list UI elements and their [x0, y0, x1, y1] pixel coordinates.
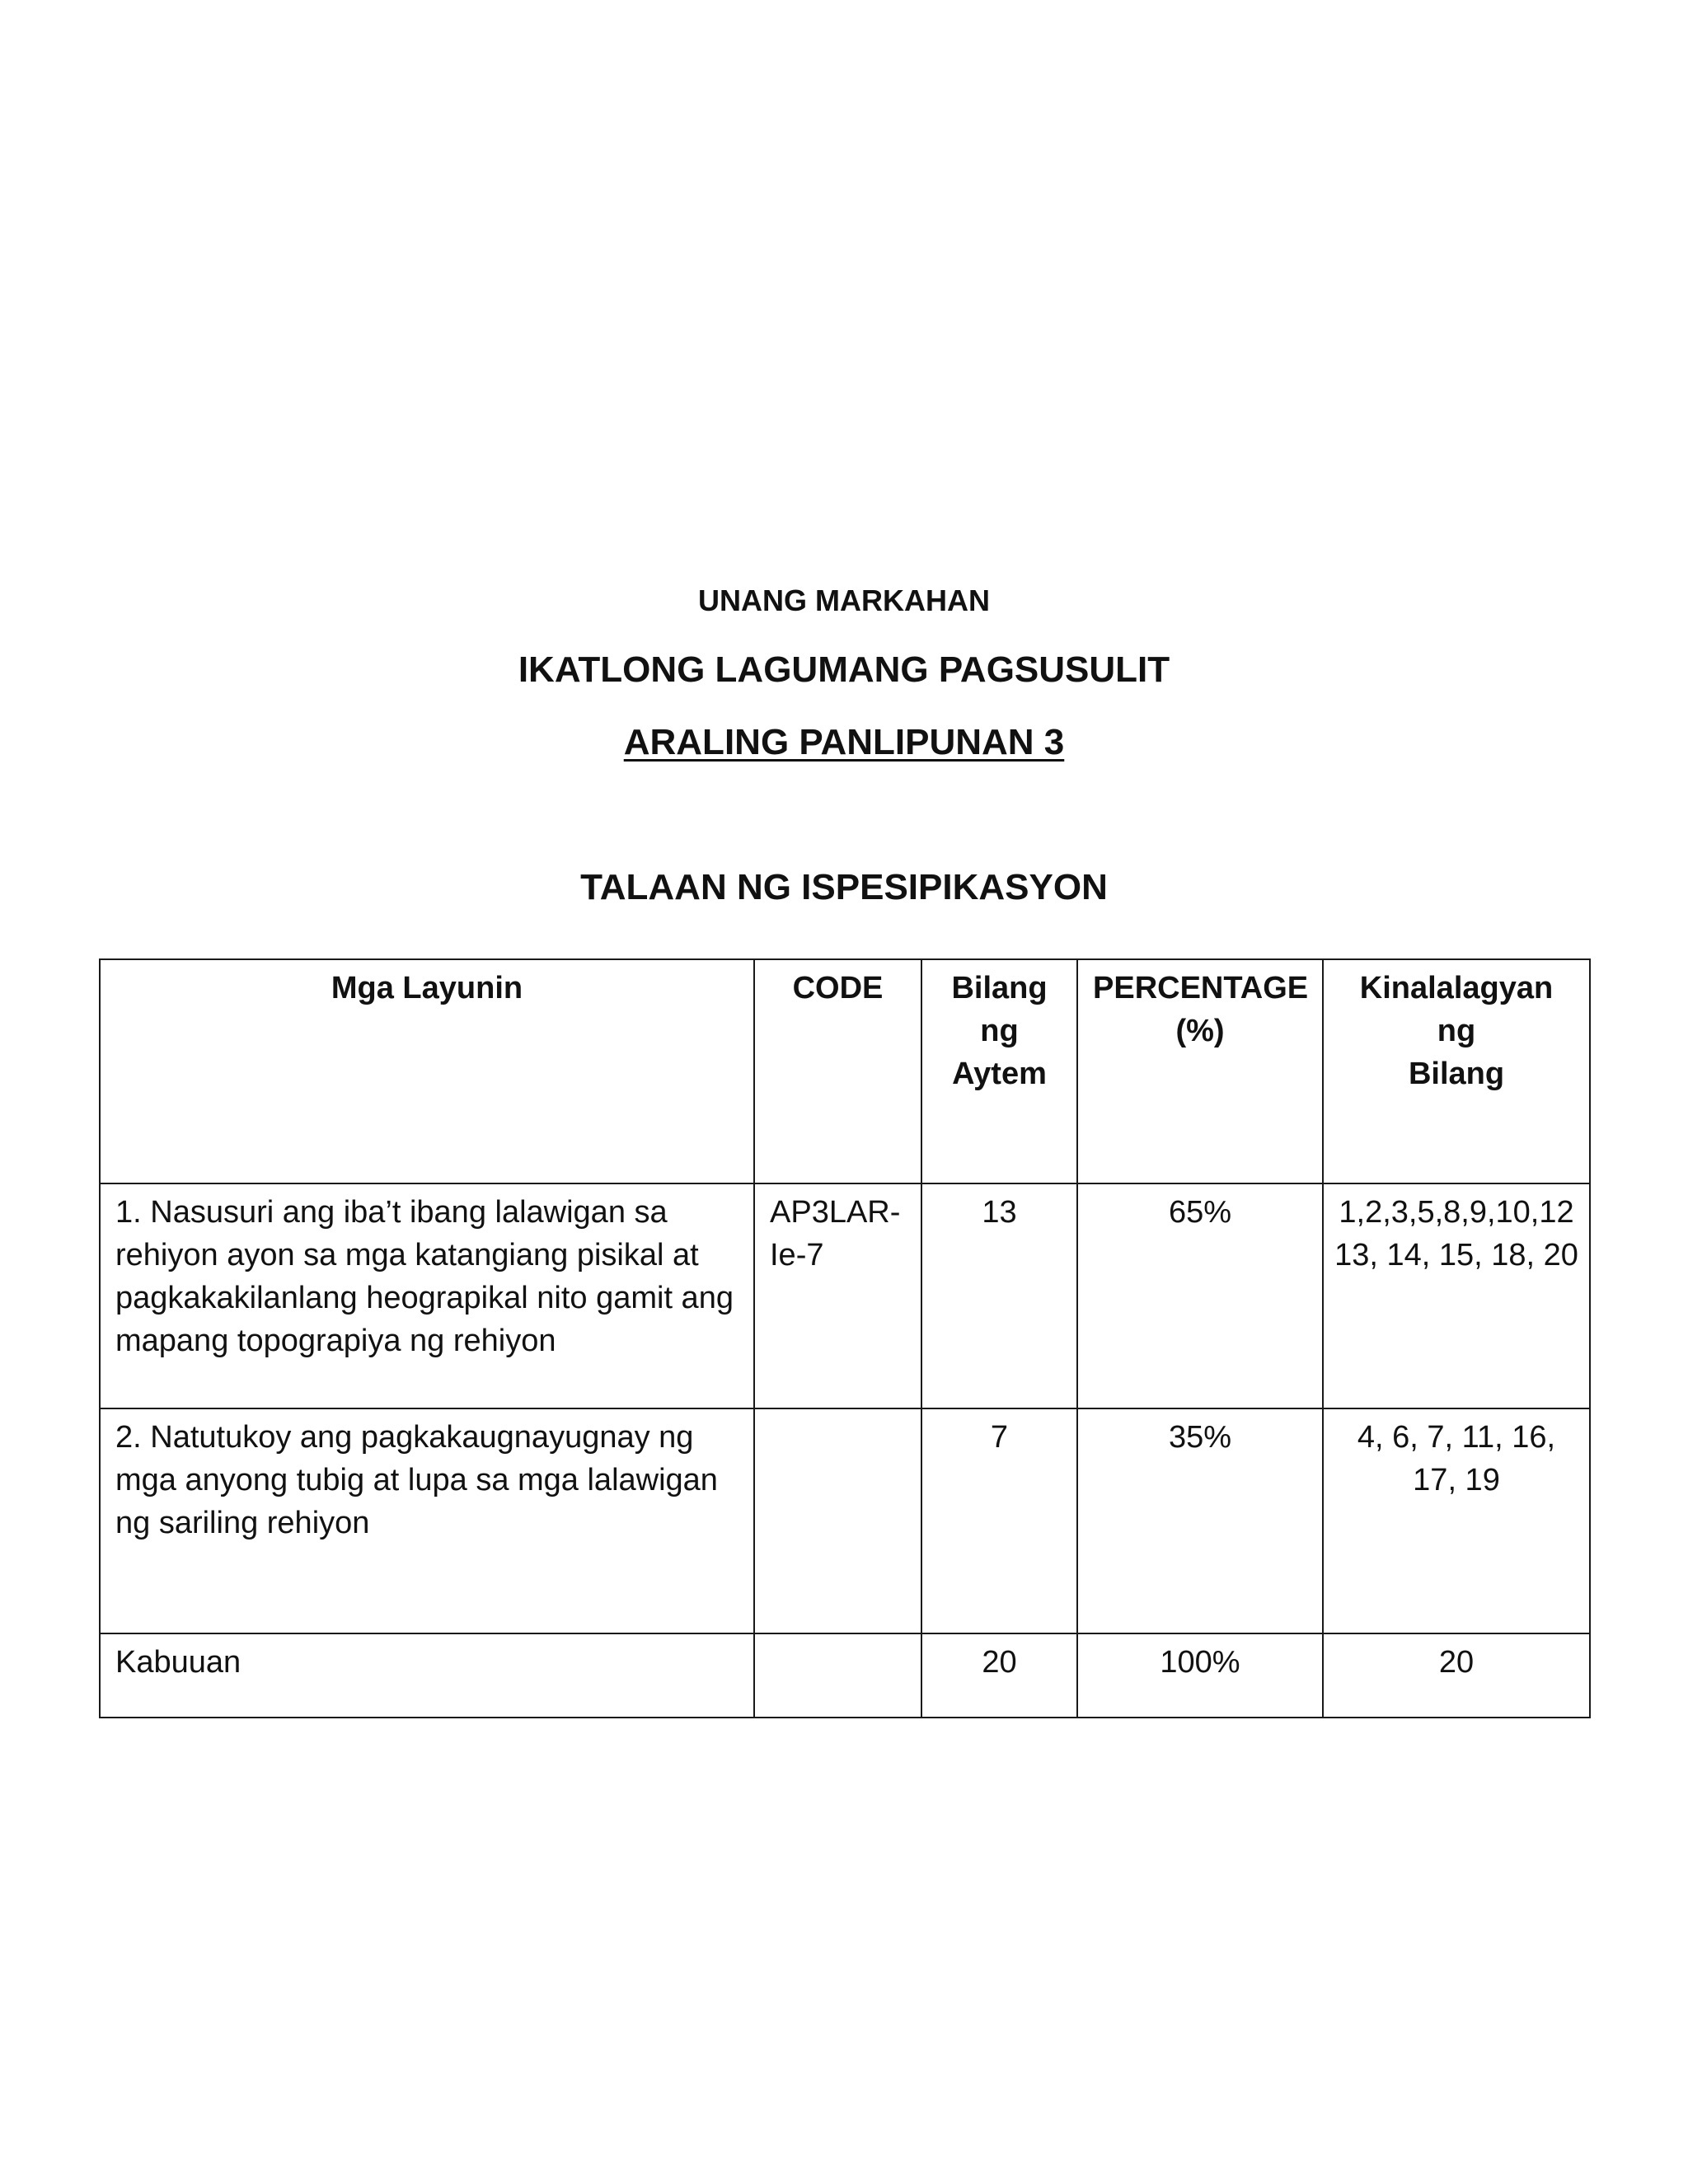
total-item-count-cell: 20 — [921, 1633, 1077, 1718]
total-location-cell: 20 — [1323, 1633, 1590, 1718]
objective-cell: 2. Natutukoy ang pagkakaugnayugnay ng mga anyong tubig at lupa sa mga lalawigan ng sariling rehiyon — [100, 1408, 754, 1633]
code-cell — [754, 1408, 921, 1633]
column-header-percentage-line: (%) — [1175, 1014, 1225, 1048]
column-header-location-line: Kinalalagyan — [1359, 971, 1554, 1005]
total-label-cell: Kabuuan — [100, 1633, 754, 1718]
column-header-item-count-line: ng — [980, 1014, 1019, 1048]
column-header-percentage — [1077, 959, 1323, 1183]
table-row — [100, 1408, 1590, 1633]
column-header-objectives: Mga Layunin — [100, 959, 754, 1183]
subject-heading — [0, 722, 1688, 763]
test-title: IKATLONG LAGUMANG PAGSUSULIT — [518, 649, 1170, 690]
code-cell: AP3LAR-Ie-7 — [754, 1183, 921, 1408]
column-header-location-line: ng — [1437, 1014, 1476, 1048]
percentage-cell: 35% — [1077, 1408, 1323, 1633]
objective-cell: 1. Nasusuri ang iba’t ibang lalawigan sa rehiyon ayon sa mga katangiang pisikal at pagkakakilanlang heograpikal nito gamit ang mapang topograpiya ng rehiyon — [100, 1183, 754, 1408]
total-row — [100, 1633, 1590, 1718]
column-header-location — [1323, 959, 1590, 1183]
column-header-item-count-line: Aytem — [952, 1057, 1047, 1091]
total-code-cell — [754, 1633, 921, 1718]
column-header-item-count — [921, 959, 1077, 1183]
location-cell: 4, 6, 7, 11, 16, 17, 19 — [1323, 1408, 1590, 1633]
column-header-item-count-line: Bilang — [951, 971, 1048, 1005]
column-header-code: CODE — [754, 959, 921, 1183]
table-title: TALAAN NG ISPESIPIKASYON — [580, 867, 1108, 907]
column-header-percentage-line: PERCENTAGE — [1093, 971, 1309, 1005]
quarter-heading: UNANG MARKAHAN — [698, 583, 990, 617]
specification-table — [99, 958, 1591, 1718]
item-count-cell: 7 — [921, 1408, 1077, 1633]
subject-text: ARALING PANLIPUNAN 3 — [623, 722, 1065, 762]
table-header-row — [100, 959, 1590, 1183]
location-cell: 1,2,3,5,8,9,10,12 13, 14, 15, 18, 20 — [1323, 1183, 1590, 1408]
total-percentage-cell: 100% — [1077, 1633, 1323, 1718]
item-count-cell: 13 — [921, 1183, 1077, 1408]
column-header-location-line: Bilang — [1408, 1057, 1505, 1091]
table-row — [100, 1183, 1590, 1408]
percentage-cell: 65% — [1077, 1183, 1323, 1408]
